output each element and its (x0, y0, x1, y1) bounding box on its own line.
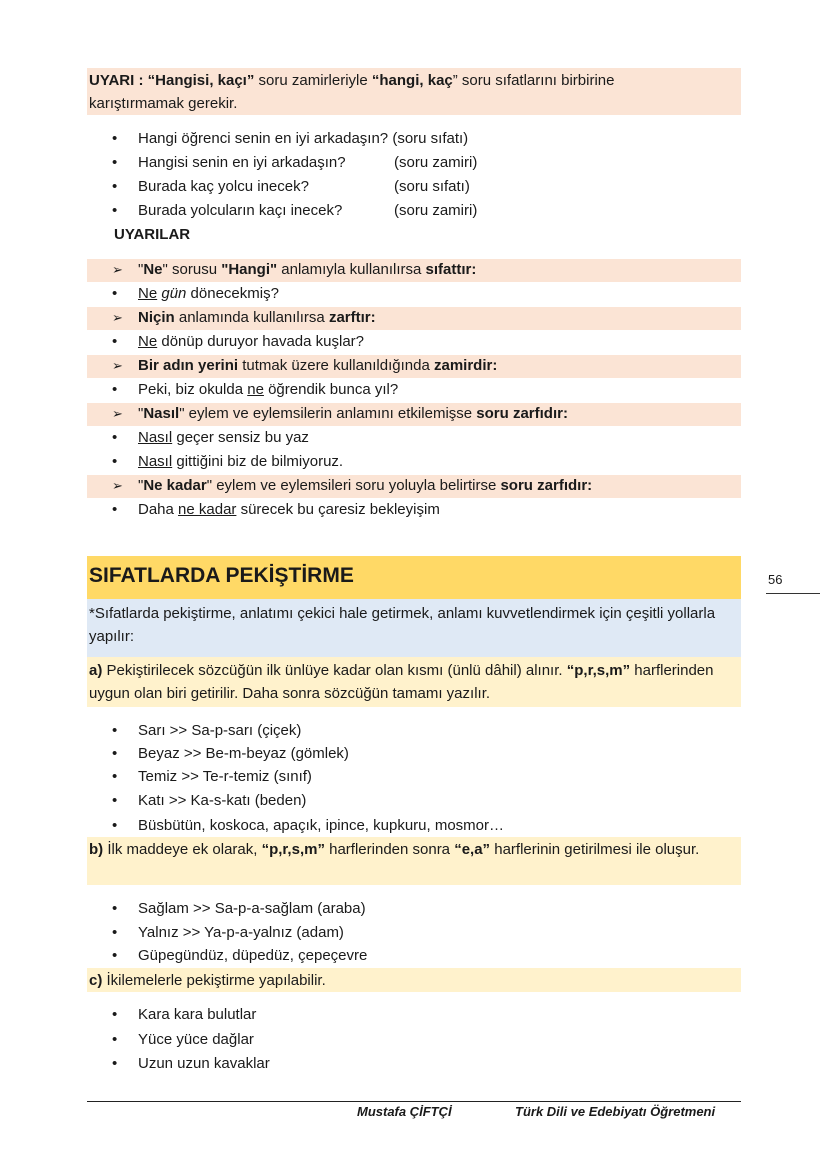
rule-c-label: c) (89, 972, 103, 989)
rule-text: anlamında kullanılırsa (174, 309, 329, 326)
example-text: Burada kaç yolcu inecek? (138, 178, 309, 195)
bullet-icon: • (112, 817, 118, 834)
section-title: SIFATLARDA PEKİŞTİRME (89, 564, 354, 587)
list-item (112, 427, 309, 449)
bullet-icon: • (112, 745, 118, 762)
footer-author: Mustafa ÇİFTÇİ (357, 1104, 452, 1119)
example-text: gittiğini biz de bilmiyoruz. (172, 453, 344, 470)
rule-result: soru zarfıdır: (500, 477, 593, 494)
list-item (112, 283, 279, 305)
underlined-word: ne (247, 381, 264, 398)
example-text: Daha (138, 501, 179, 518)
example-text: geçer sensiz bu yaz (172, 429, 309, 446)
rule-text: " (138, 405, 144, 422)
rule-text: " (138, 261, 144, 278)
underlined-word: Ne (138, 285, 158, 302)
list-item (112, 1053, 270, 1075)
list-item (112, 128, 468, 150)
rule-result: sıfattır: (425, 261, 477, 278)
uyarilar-heading: UYARILAR (114, 226, 191, 243)
rule-text: " eylem ve eylemsileri soru yoluyla belirtirse (206, 477, 501, 494)
list-item (112, 1004, 256, 1026)
bullet-icon: • (112, 381, 118, 398)
underlined-word: Nasıl (138, 429, 173, 446)
example-text: Peki, biz okulda (138, 381, 248, 398)
example-text: dönecekmiş? (186, 285, 279, 302)
rule-text: anlamıyla kullanılırsa (277, 261, 426, 278)
rule-b-label: b) (89, 841, 104, 858)
rule-b-letters-2: “e,a” (454, 841, 491, 858)
rule-keyword: Bir adın yerini (138, 357, 239, 374)
arrow-icon: ➢ (112, 358, 123, 373)
example-text: dönüp duruyor havada kuşlar? (157, 333, 364, 350)
footer-rule (87, 1101, 741, 1102)
rule-b-text (89, 838, 737, 861)
rule-b-part: harflerinin getirilmesi ile oluşur. (490, 841, 700, 858)
example-text: öğrendik bunca yıl? (263, 381, 399, 398)
footer-role: Türk Dili ve Edebiyatı Öğretmeni (515, 1104, 716, 1119)
rule-b-part: İlk maddeye ek olarak, (103, 841, 262, 858)
rule-b-letters: “p,r,s,m” (261, 841, 325, 858)
rule-a-part: Pekiştirilecek sözcüğün ilk ünlüye kadar olan kısmı (ünlü dâhil) alınır. (102, 662, 567, 679)
rule-a-letters: “p,r,s,m” (566, 662, 631, 679)
list-item (112, 720, 301, 742)
bullet-icon: • (112, 1006, 118, 1023)
example-text: Yüce yüce dağlar (138, 1031, 254, 1048)
rule-4 (112, 403, 568, 425)
list-item (112, 176, 309, 198)
bullet-icon: • (112, 453, 118, 470)
example-text: Uzun uzun kavaklar (138, 1055, 270, 1072)
list-item (112, 815, 504, 837)
bullet-icon: • (112, 792, 118, 809)
warning-text (89, 69, 737, 115)
underlined-word: Nasıl (138, 453, 173, 470)
rule-result: soru zarfıdır: (476, 405, 568, 422)
rule-result: zarftır: (328, 309, 376, 326)
bullet-icon: • (112, 501, 118, 518)
bullet-icon: • (112, 1031, 118, 1048)
example-text: Hangisi senin en iyi arkadaşın? (138, 154, 346, 171)
arrow-icon: ➢ (112, 406, 123, 421)
rule-keyword: Niçin (138, 309, 175, 326)
bullet-icon: • (112, 429, 118, 446)
rule-text: " (138, 477, 144, 494)
bullet-icon: • (112, 900, 118, 917)
example-text: Yalnız >> Ya-p-a-yalnız (adam) (138, 924, 344, 941)
bullet-icon: • (112, 154, 118, 171)
page-number: 56 (768, 572, 783, 587)
rule-c-part: İkilemelerle pekiştirme yapılabilir. (102, 972, 326, 989)
example-text: Burada yolcuların kaçı inecek? (138, 202, 343, 219)
rule-a-part: harflerinden uygun olan biri getirilir. Daha sonra sözcüğün tamamı yazılır. (89, 662, 714, 702)
bullet-icon: • (112, 130, 118, 147)
italic-word: gün (161, 285, 187, 302)
rule-1 (112, 259, 476, 281)
intro-text: *Sıfatlarda pekiştirme, anlatımı çekici hale getirmek, anlamı kuvvetlendirmek için çeşitli yollarla yapılır: (89, 605, 716, 645)
rule-5 (112, 475, 592, 497)
underlined-word: ne kadar (178, 501, 237, 518)
rule-text: " eylem ve eylemsilerin anlamını etkilemişse (179, 405, 477, 422)
arrow-icon: ➢ (112, 262, 123, 277)
rule-a-text (89, 659, 737, 705)
bullet-icon: • (112, 768, 118, 785)
example-text: Sağlam >> Sa-p-a-sağlam (araba) (138, 900, 366, 917)
bullet-icon: • (112, 1055, 118, 1072)
warning-term-2: “hangi, kaç (371, 72, 453, 89)
list-item (112, 898, 366, 920)
rule-keyword: Nasıl (143, 405, 180, 422)
example-text: Kara kara bulutlar (138, 1006, 257, 1023)
list-item (112, 379, 398, 401)
bullet-icon: • (112, 722, 118, 739)
example-text: Güpegündüz, düpedüz, çepeçevre (138, 947, 368, 964)
rule-keyword: "Hangi" (221, 261, 278, 278)
example-text: Beyaz >> Be-m-beyaz (gömlek) (138, 745, 349, 762)
bullet-icon: • (112, 285, 118, 302)
list-item (112, 331, 364, 353)
bullet-icon: • (112, 178, 118, 195)
arrow-icon: ➢ (112, 478, 123, 493)
rule-c-text (89, 969, 737, 992)
example-text: Katı >> Ka-s-katı (beden) (138, 792, 307, 809)
list-item (112, 1029, 254, 1051)
bullet-icon: • (112, 924, 118, 941)
list-item (112, 922, 344, 944)
rule-keyword: Ne (143, 261, 163, 278)
page-number-rule (766, 593, 820, 594)
arrow-icon: ➢ (112, 310, 123, 325)
rule-text: tutmak üzere kullanıldığında (238, 357, 434, 374)
example-note: (soru zamiri) (394, 202, 478, 219)
rule-keyword: Ne kadar (143, 477, 207, 494)
list-item (112, 152, 346, 174)
example-note: (soru sıfatı) (394, 178, 470, 195)
list-item (112, 451, 343, 473)
list-item (112, 945, 367, 967)
example-note: (soru zamiri) (394, 154, 478, 171)
list-item (112, 743, 349, 765)
list-item (112, 766, 312, 788)
bullet-icon: • (112, 947, 118, 964)
example-text: Büsbütün, koskoca, apaçık, ipince, kupkuru, mosmor… (138, 817, 505, 834)
example-text: sürecek bu çaresiz bekleyişim (236, 501, 440, 518)
list-item (112, 790, 306, 812)
example-text: Hangi öğrenci senin en iyi arkadaşın? (soru sıfatı) (138, 130, 469, 147)
example-text: Temiz >> Te-r-temiz (sınıf) (138, 768, 312, 785)
warning-line-2: karıştırmamak gerekir. (89, 95, 238, 112)
warning-end: ” soru sıfatlarını birbirine (452, 72, 615, 89)
rule-a-label: a) (89, 662, 103, 679)
rule-2 (112, 307, 376, 329)
rule-3 (112, 355, 497, 377)
bullet-icon: • (112, 202, 118, 219)
warning-term-1: “Hangisi, kaçı” (147, 72, 255, 89)
example-text: Sarı >> Sa-p-sarı (çiçek) (138, 722, 302, 739)
warning-label: UYARI : (89, 72, 144, 89)
warning-mid: soru zamirleriyle (254, 72, 372, 89)
rule-text: " sorusu (162, 261, 222, 278)
list-item (112, 200, 342, 222)
bullet-icon: • (112, 333, 118, 350)
rule-b-part: harflerinden sonra (324, 841, 455, 858)
rule-result: zamirdir: (433, 357, 498, 374)
underlined-word: Ne (138, 333, 158, 350)
list-item (112, 499, 440, 521)
